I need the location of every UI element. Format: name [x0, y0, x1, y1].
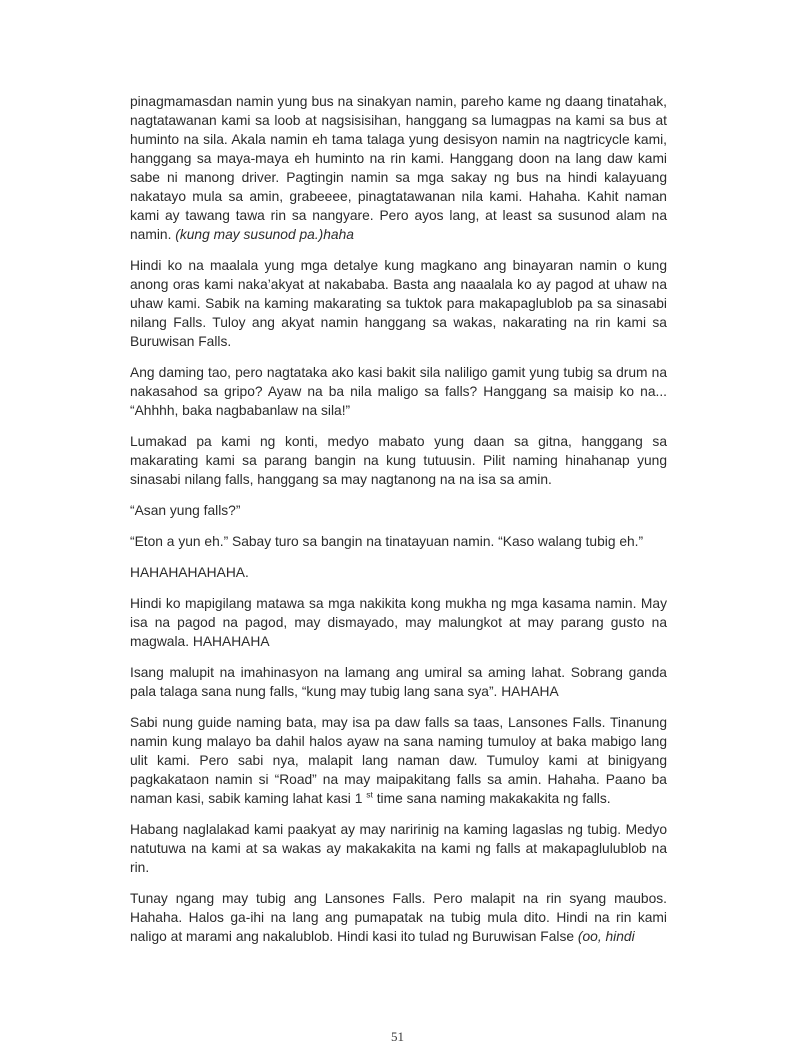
paragraph — [130, 820, 667, 877]
page-number: 51 — [391, 1029, 404, 1044]
text-segment: Ang daming tao, pero nagtataka ako kasi bakit sila naliligo gamit yung tubig sa drum na nakasahod sa gripo? Ayaw na ba nila maligo sa falls? Hanggang sa maisip ko na... “Ahhhh, baka nagbabanlaw na sila!” — [130, 365, 667, 418]
paragraph — [130, 363, 667, 420]
paragraph — [130, 563, 667, 582]
text-segment: “Eton a yun eh.” Sabay turo sa bangin na tinatayuan namin. “Kaso walang tubig eh.” — [130, 534, 644, 549]
document-body — [130, 92, 667, 946]
text-segment: Habang naglalakad kami paakyat ay may naririnig na kaming lagaslas ng tubig. Medyo natutuwa na kami at sa wakas ay makakakita na kami ng falls at makapaglulublob na rin. — [130, 822, 667, 875]
paragraph — [130, 532, 667, 551]
text-segment: (kung may susunod pa.)haha — [175, 227, 354, 242]
text-segment: Hindi ko na maalala yung mga detalye kung magkano ang binayaran namin o kung anong oras kami naka’akyat at nakababa. Basta ang naaalala ko ay pagod at uhaw na uhaw kami. Sabik na kaming makarating sa tuktok para makapaglublob pa sa sinasabi nilang Falls. Tuloy ang akyat namin hanggang sa wakas, nakarating na rin kami sa Buruwisan Falls. — [130, 258, 667, 349]
text-segment: st — [366, 789, 373, 800]
paragraph — [130, 432, 667, 489]
text-segment: “Asan yung falls?” — [130, 503, 241, 518]
paragraph — [130, 256, 667, 351]
text-segment: (oo, hindi — [577, 929, 635, 944]
paragraph — [130, 92, 667, 244]
text-segment: Isang malupit na imahinasyon na lamang ang umiral sa aming lahat. Sobrang ganda pala talaga sana nung falls, “kung may tubig lang sana sya”. HAHAHA — [130, 665, 667, 699]
text-segment: Hindi ko mapigilang matawa sa mga nakikita kong mukha ng mga kasama namin. May isa na pagod na pagod, may dismayado, may malungkot at may parang gusto na magwala. HAHAHAHA — [130, 596, 667, 649]
paragraph — [130, 663, 667, 701]
paragraph — [130, 501, 667, 520]
paragraph — [130, 713, 667, 808]
paragraph — [130, 889, 667, 946]
text-segment: Sabi nung guide naming bata, may isa pa daw falls sa taas, Lansones Falls. Tinanung namin kung malayo ba dahil halos ayaw na sana naming tumuloy at baka mabigo lang ulit kami. Pero sabi nya, malapit lang naman daw. Tumuloy kami at binigyang pagkakataon namin si “Road” na may maipakitang falls sa amin. Hahaha. Paano ba naman kasi, sabik kaming lahat kasi 1 — [130, 715, 667, 806]
text-segment: Lumakad pa kami ng konti, medyo mabato yung daan sa gitna, hanggang sa makarating kami sa parang bangin na kung tutuusin. Pilit naming hinahanap yung sinasabi nilang falls, hanggang sa may nagtanong na na isa sa amin. — [130, 434, 667, 487]
text-segment: pinagmamasdan namin yung bus na sinakyan namin, pareho kame ng daang tinatahak, nagtatawanan kami sa loob at nagsisisihan, hanggang sa lumagpas na kami sa bus at huminto na sila. Akala namin eh tama talaga yung desisyon namin na nagtricycle kami, hanggang sa maya-maya eh huminto na rin kami. Hanggang doon na lang daw kami sabe ni manong driver. Pagtingin namin sa mga sakay ng bus na hindi kalayuang nakatayo mula sa amin, grabeeee, pinagtatawanan nila kami. Hahaha. Kahit naman kami ay tawang tawa rin sa nangyare. Pero ayos lang, at least sa susunod alam na namin. — [130, 94, 667, 242]
text-segment: HAHAHAHAHAHA. — [130, 565, 249, 580]
text-segment: Tunay ngang may tubig ang Lansones Falls. Pero malapit na rin syang maubos. Hahaha. Halos ga-ihi na lang ang pumapatak na tubig mula dito. Hindi na rin kami naligo at marami ang nakalublob. Hindi kasi ito tulad ng Buruwisan False — [130, 891, 667, 944]
text-segment: time sana naming makakakita ng falls. — [372, 791, 611, 806]
paragraph — [130, 594, 667, 651]
